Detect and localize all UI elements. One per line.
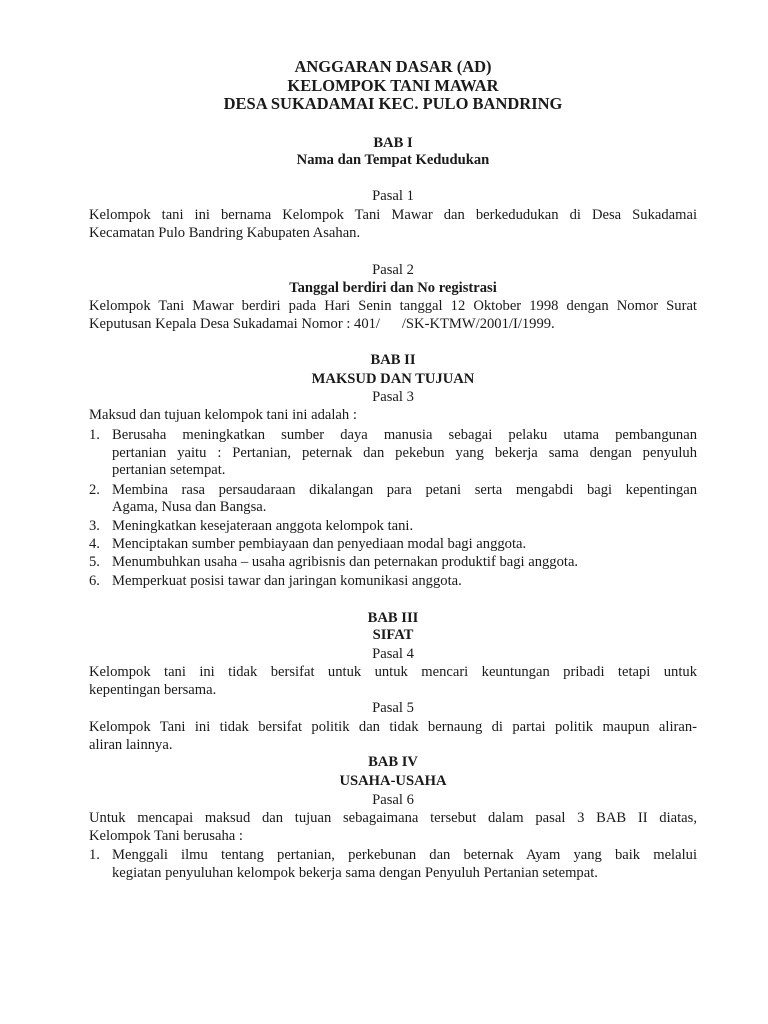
- chapter-subtitle: MAKSUD DAN TUJUAN: [311, 371, 475, 387]
- paragraph-line: Kelompok Tani berusaha :: [89, 828, 243, 844]
- chapter-subtitle: USAHA-USAHA: [339, 773, 447, 789]
- list-number: 3.: [89, 518, 100, 534]
- chapter-subtitle: Nama dan Tempat Kedudukan: [296, 152, 490, 168]
- list-item-line: Berusaha meningkatkan sumber daya manusia sebagai pelaku utama pembangunan: [112, 427, 697, 443]
- paragraph-line: Kelompok tani ini tidak bersifat untuk untuk mencari keuntungan pribadi tetapi untuk: [89, 664, 697, 680]
- list-item-line: Memperkuat posisi tawar dan jaringan komunikasi anggota.: [112, 573, 462, 589]
- chapter-heading: BAB I: [373, 135, 413, 151]
- article-subtitle: Tanggal berdiri dan No registrasi: [289, 280, 497, 296]
- paragraph-line: Kelompok tani ini bernama Kelompok Tani Mawar dan berkedudukan di Desa Sukadamai: [89, 207, 697, 223]
- list-number: 2.: [89, 482, 100, 498]
- chapter-heading: BAB IV: [368, 754, 418, 770]
- list-number: 4.: [89, 536, 100, 552]
- list-number: 1.: [89, 427, 100, 443]
- paragraph-line: Kelompok Tani Mawar berdiri pada Hari Senin tanggal 12 Oktober 1998 dengan Nomor Surat: [89, 298, 697, 314]
- paragraph-line: aliran lainnya.: [89, 737, 173, 753]
- article-label: Pasal 5: [372, 700, 414, 716]
- document-title: KELOMPOK TANI MAWAR: [287, 76, 499, 95]
- paragraph-line: Maksud dan tujuan kelompok tani ini adalah :: [89, 407, 357, 423]
- list-item-line: kegiatan penyuluhan kelompok bekerja sama dengan Penyuluh Pertanian setempat.: [112, 865, 598, 881]
- chapter-heading: BAB III: [367, 610, 419, 626]
- paragraph-line: Keputusan Kepala Desa Sukadamai Nomor : 401/ /SK-KTMW/2001/I/1999.: [89, 316, 555, 332]
- paragraph-line: kepentingan bersama.: [89, 682, 217, 698]
- list-item-line: pertanian setempat.: [112, 462, 226, 478]
- chapter-heading: BAB II: [370, 352, 416, 368]
- list-item-line: Menggali ilmu tentang pertanian, perkebunan dan beternak Ayam yang baik melalui: [112, 847, 697, 863]
- list-item-line: Membina rasa persaudaraan dikalangan para petani serta mengabdi bagi kepentingan: [112, 482, 697, 498]
- document-title: ANGGARAN DASAR (AD): [294, 57, 492, 76]
- list-item-line: pertanian yaitu : Pertanian, peternak dan pekebun yang bekerja sama dengan penyuluh: [112, 445, 697, 461]
- list-item-line: Agama, Nusa dan Bangsa.: [112, 499, 267, 515]
- article-label: Pasal 3: [372, 389, 414, 405]
- paragraph-line: Kecamatan Pulo Bandring Kabupaten Asahan.: [89, 225, 361, 241]
- list-number: 6.: [89, 573, 100, 589]
- list-number: 5.: [89, 554, 100, 570]
- paragraph-line: Untuk mencapai maksud dan tujuan sebagaimana tersebut dalam pasal 3 BAB II diatas,: [89, 810, 697, 826]
- list-item-line: Meningkatkan kesejateraan anggota kelompok tani.: [112, 518, 414, 534]
- document-title: DESA SUKADAMAI KEC. PULO BANDRING: [223, 94, 563, 113]
- article-label: Pasal 4: [372, 646, 414, 662]
- list-number: 1.: [89, 847, 100, 863]
- article-label: Pasal 6: [372, 792, 414, 808]
- article-label: Pasal 1: [372, 188, 414, 204]
- list-item-line: Menumbuhkan usaha – usaha agribisnis dan peternakan produktif bagi anggota.: [112, 554, 579, 570]
- article-label: Pasal 2: [372, 262, 414, 278]
- list-item-line: Menciptakan sumber pembiayaan dan penyediaan modal bagi anggota.: [112, 536, 527, 552]
- chapter-subtitle: SIFAT: [372, 627, 414, 643]
- paragraph-line: Kelompok Tani ini tidak bersifat politik dan tidak bernaung di partai politik maupun aliran-: [89, 719, 697, 735]
